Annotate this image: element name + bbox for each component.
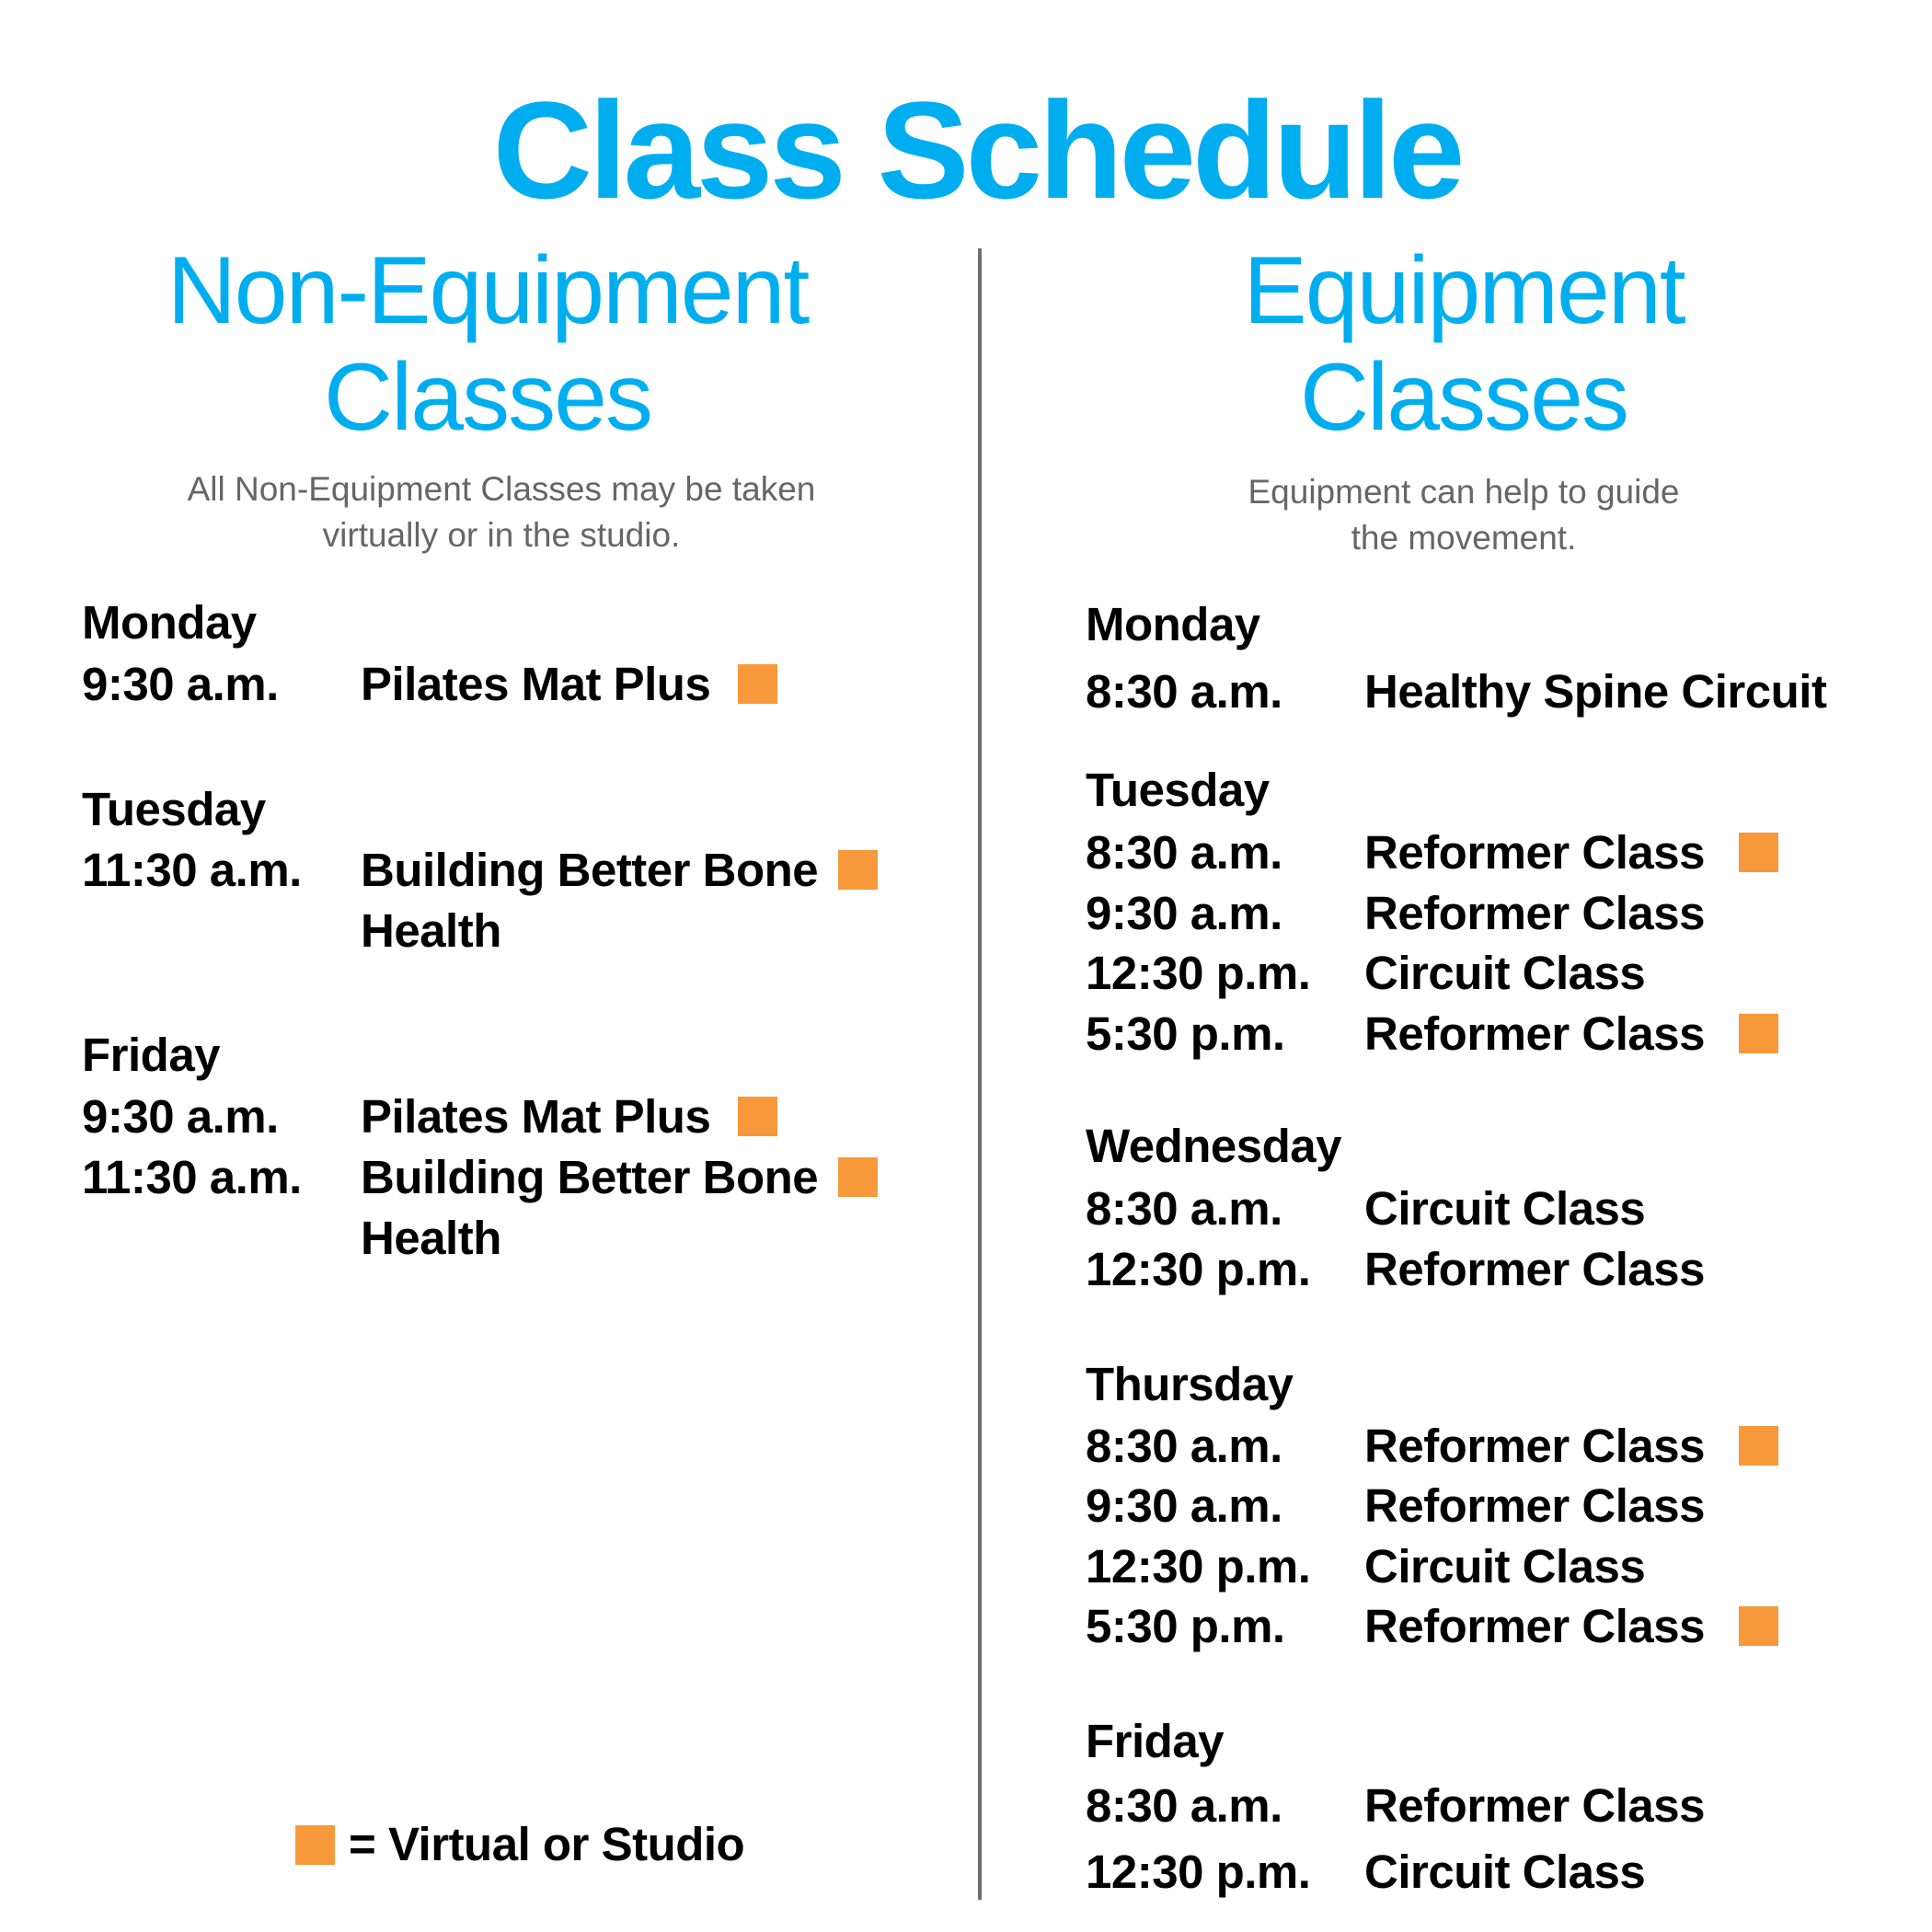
- subtitle-line: the movement.: [1351, 519, 1577, 557]
- legend-label: = Virtual or Studio: [349, 1818, 745, 1870]
- non-equipment-heading: [120, 237, 856, 451]
- class-name: Building Better Bone: [361, 1151, 819, 1203]
- non-equipment-subtitle: [120, 466, 883, 558]
- class-name: Reformer Class: [1364, 1479, 1705, 1532]
- virtual-marker-icon: [738, 1097, 777, 1136]
- class-name: Circuit Class: [1364, 1540, 1646, 1593]
- class-time: 8:30 a.m.: [1086, 826, 1282, 879]
- class-name: Pilates Mat Plus: [361, 1090, 711, 1143]
- column-divider: [978, 248, 982, 1900]
- class-time: 12:30 p.m.: [1086, 1846, 1311, 1898]
- subtitle-line: Equipment can help to guide: [1248, 473, 1680, 511]
- virtual-marker-icon: [1739, 1014, 1778, 1053]
- class-name: Building Better Bone: [361, 844, 819, 896]
- day-heading: Friday: [82, 1029, 221, 1081]
- class-time: 9:30 a.m.: [82, 1090, 279, 1143]
- class-name: Healthy Spine Circuit: [1364, 665, 1827, 718]
- day-heading: Monday: [1086, 598, 1260, 650]
- page-title: Class Schedule: [492, 73, 1462, 227]
- class-time: 5:30 p.m.: [1086, 1007, 1285, 1060]
- class-name: Circuit Class: [1364, 1182, 1646, 1235]
- class-time: 8:30 a.m.: [1086, 1779, 1282, 1832]
- virtual-marker-icon: [1739, 1606, 1778, 1646]
- class-name: Reformer Class: [1364, 1243, 1705, 1295]
- virtual-marker-icon: [738, 664, 777, 704]
- class-name: Reformer Class: [1364, 1600, 1705, 1652]
- day-heading: Tuesday: [1086, 764, 1270, 816]
- class-name: Health: [361, 904, 501, 957]
- equipment-subtitle: [1096, 469, 1832, 561]
- class-time: 9:30 a.m.: [82, 658, 279, 710]
- class-time: 8:30 a.m.: [1086, 1182, 1282, 1235]
- virtual-marker-icon: [838, 1157, 878, 1197]
- class-time: 5:30 p.m.: [1086, 1600, 1285, 1652]
- class-time: 9:30 a.m.: [1086, 887, 1282, 939]
- class-name: Reformer Class: [1364, 1779, 1705, 1832]
- heading-line: Classes: [1300, 344, 1627, 451]
- subtitle-line: All Non-Equipment Classes may be taken: [187, 470, 816, 508]
- day-heading: Friday: [1086, 1715, 1225, 1767]
- class-time: 11:30 a.m.: [82, 1151, 302, 1203]
- virtual-marker-icon: [838, 850, 878, 890]
- virtual-marker-icon: [1739, 833, 1778, 872]
- virtual-marker-icon: [295, 1825, 335, 1865]
- day-heading: Thursday: [1086, 1358, 1294, 1410]
- class-time: 12:30 p.m.: [1086, 1243, 1311, 1295]
- class-name: Circuit Class: [1364, 1846, 1646, 1898]
- class-name: Health: [361, 1212, 501, 1264]
- class-name: Reformer Class: [1364, 1420, 1705, 1472]
- class-time: 11:30 a.m.: [82, 844, 302, 896]
- day-heading: Tuesday: [82, 783, 266, 835]
- class-name: Reformer Class: [1364, 826, 1705, 879]
- class-name: Reformer Class: [1364, 887, 1705, 939]
- class-name: Circuit Class: [1364, 947, 1646, 999]
- day-heading: Monday: [82, 596, 257, 649]
- virtual-marker-icon: [1739, 1426, 1778, 1466]
- heading-line: Equipment: [1243, 237, 1685, 344]
- class-name: Pilates Mat Plus: [361, 658, 711, 710]
- class-time: 12:30 p.m.: [1086, 947, 1311, 999]
- heading-line: Classes: [324, 344, 651, 451]
- class-name: Reformer Class: [1364, 1007, 1705, 1060]
- subtitle-line: virtually or in the studio.: [322, 516, 681, 554]
- class-time: 9:30 a.m.: [1086, 1479, 1282, 1532]
- class-time: 12:30 p.m.: [1086, 1540, 1311, 1593]
- heading-line: Non-Equipment: [167, 237, 809, 344]
- class-time: 8:30 a.m.: [1086, 1420, 1282, 1472]
- day-heading: Wednesday: [1086, 1120, 1341, 1172]
- equipment-heading: [1096, 237, 1832, 451]
- class-time: 8:30 a.m.: [1086, 665, 1282, 718]
